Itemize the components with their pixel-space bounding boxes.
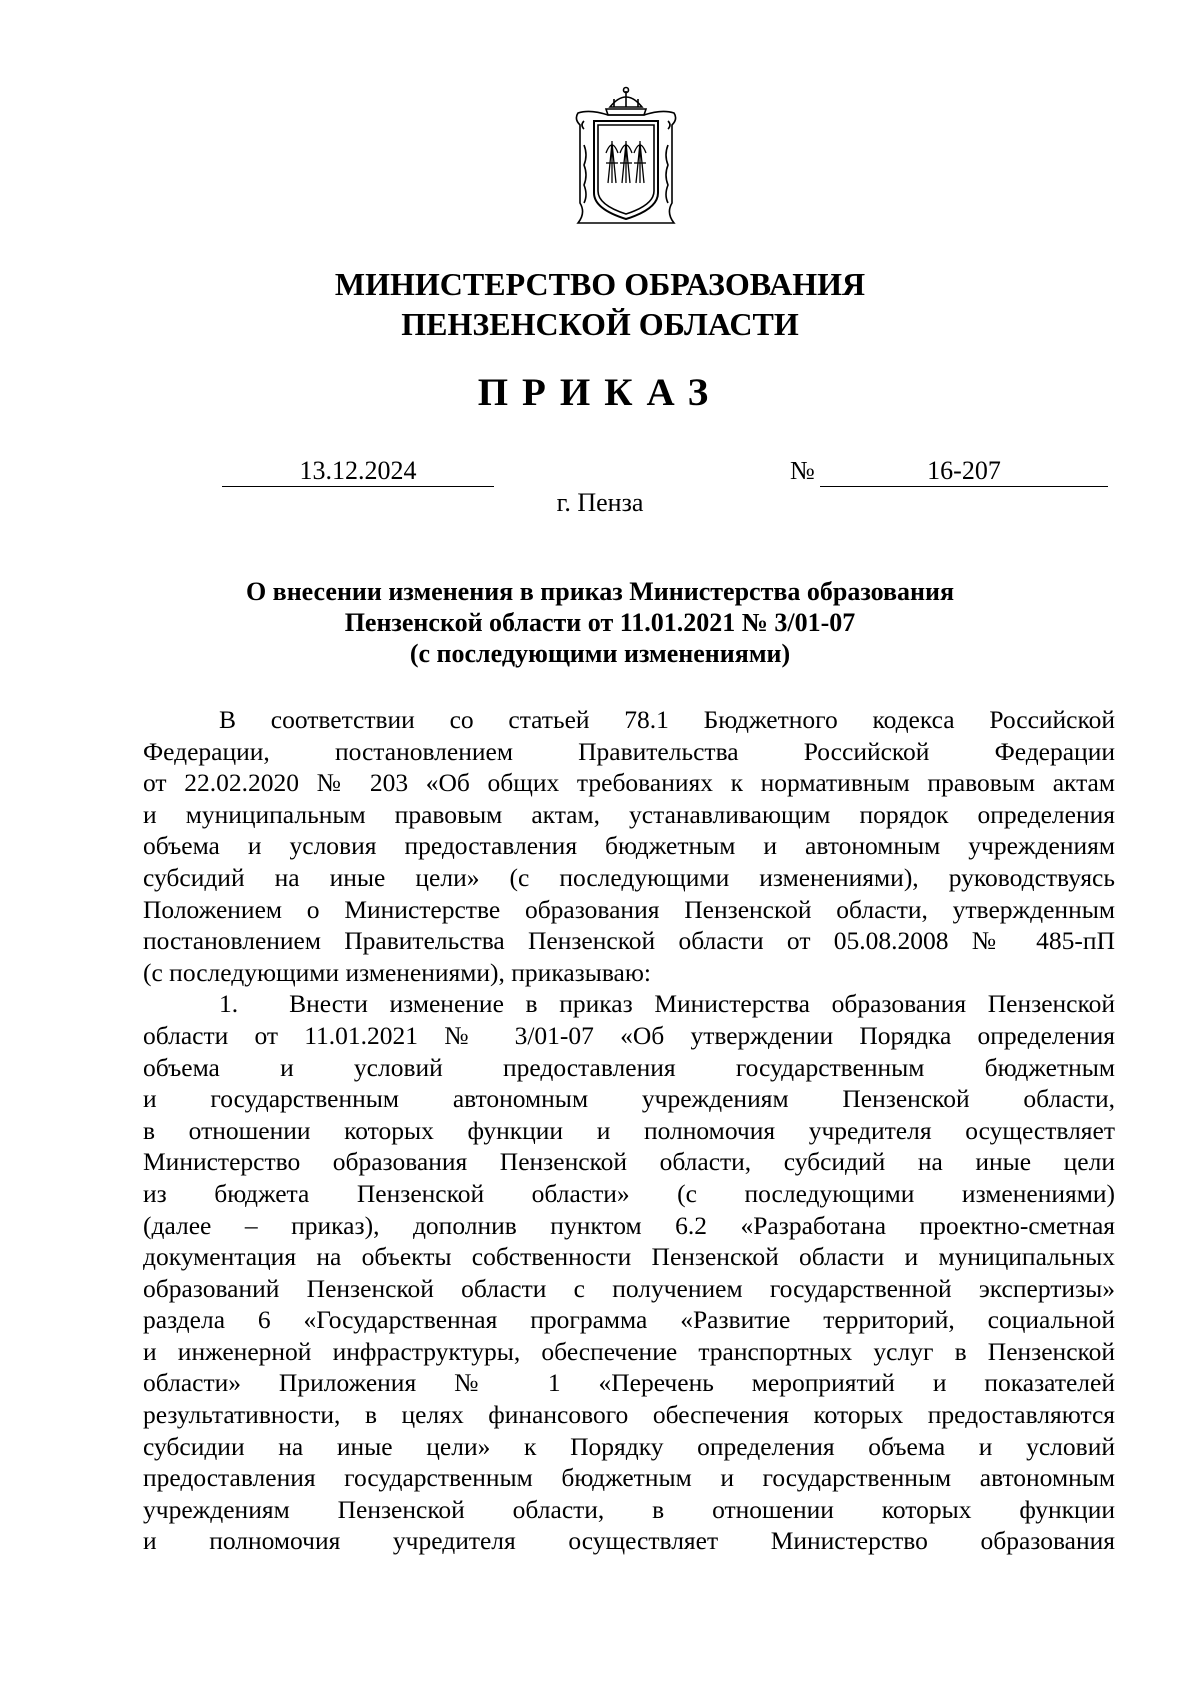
body-line: 1. Внести изменение в приказ Министерства образования Пензенской [219,989,1115,1019]
body-line: субсидии на иные цели» к Порядку определения объема и условий [143,1431,1115,1461]
body-line: документация на объекты собственности Пензенской области и муниципальных [143,1242,1115,1272]
document-subject [0,576,1200,669]
ministry-name [0,264,1200,344]
ministry-name-line2: ПЕНЗЕНСКОЙ ОБЛАСТИ [401,306,799,342]
body-line: объема и условия предоставления бюджетным и автономным учреждениям [143,831,1115,861]
document-type-title: ПРИКАЗ [477,371,723,414]
body-line: Министерство образования Пензенской области, субсидий на иные цели [143,1147,1115,1177]
body-line: области от 11.01.2021 № 3/01-07 «Об утверждении Порядка определения [143,1020,1115,1050]
body-line: Положением о Министерстве образования Пензенской области, утвержденным [143,894,1115,924]
ministry-name-line1: МИНИСТЕРСТВО ОБРАЗОВАНИЯ [334,266,866,302]
body-line: учреждениям Пензенской области, в отношении которых функции [143,1494,1115,1524]
body-line: объема и условий предоставления государственным бюджетным [143,1052,1115,1082]
body-line: из бюджета Пензенской области» (с последующими изменениями) [143,1178,1115,1208]
body-line: образований Пензенской области с получением государственной экспертизы» [143,1273,1115,1303]
document-date: 13.12.2024 [222,456,494,487]
subject-line1: О внесении изменения в приказ Министерства образования [245,577,955,606]
body-line: субсидий на иные цели» (с последующими изменениями), руководствуясь [143,862,1115,892]
body-line: и государственным автономным учреждениям Пензенской области, [143,1084,1115,1114]
body-line: и муниципальным правовым актам, устанавливающим порядок определения [143,799,1115,829]
coat-of-arms-emblem [570,85,682,231]
document-number: 16-207 [820,456,1108,487]
body-line: и полномочия учредителя осуществляет Министерство образования [143,1526,1115,1556]
body-line: предоставления государственным бюджетным и государственным автономным [143,1463,1115,1493]
body-line: в отношении которых функции и полномочия учредителя осуществляет [143,1115,1115,1145]
body-line: раздела 6 «Государственная программа «Развитие территорий, социальной [143,1305,1115,1335]
body-line: (далее – приказ), дополнив пунктом 6.2 «Разработана проектно-сметная [143,1210,1115,1240]
body-line: области» Приложения № 1 «Перечень мероприятий и показателей [143,1368,1115,1398]
subject-line2: Пензенской области от 11.01.2021 № 3/01-07 [344,608,856,637]
document-body [143,704,1115,1557]
body-line: В соответствии со статьей 78.1 Бюджетного кодекса Российской [219,705,1115,734]
body-line: от 22.02.2020 № 203 «Об общих требованиях к нормативным правовым актам [143,768,1115,798]
number-sign: № [790,456,815,485]
body-line: постановлением Правительства Пензенской области от 05.08.2008 № 485-пП [143,926,1115,956]
body-line: результативности, в целях финансового обеспечения которых предоставляются [143,1400,1115,1430]
subject-line3: (с последующими изменениями) [409,639,791,668]
body-line: (с последующими изменениями), приказываю: [143,957,652,987]
document-city: г. Пенза [556,488,644,517]
body-line: и инженерной инфраструктуры, обеспечение транспортных услуг в Пензенской [143,1336,1115,1366]
body-line: Федерации, постановлением Правительства Российской Федерации [143,736,1115,766]
